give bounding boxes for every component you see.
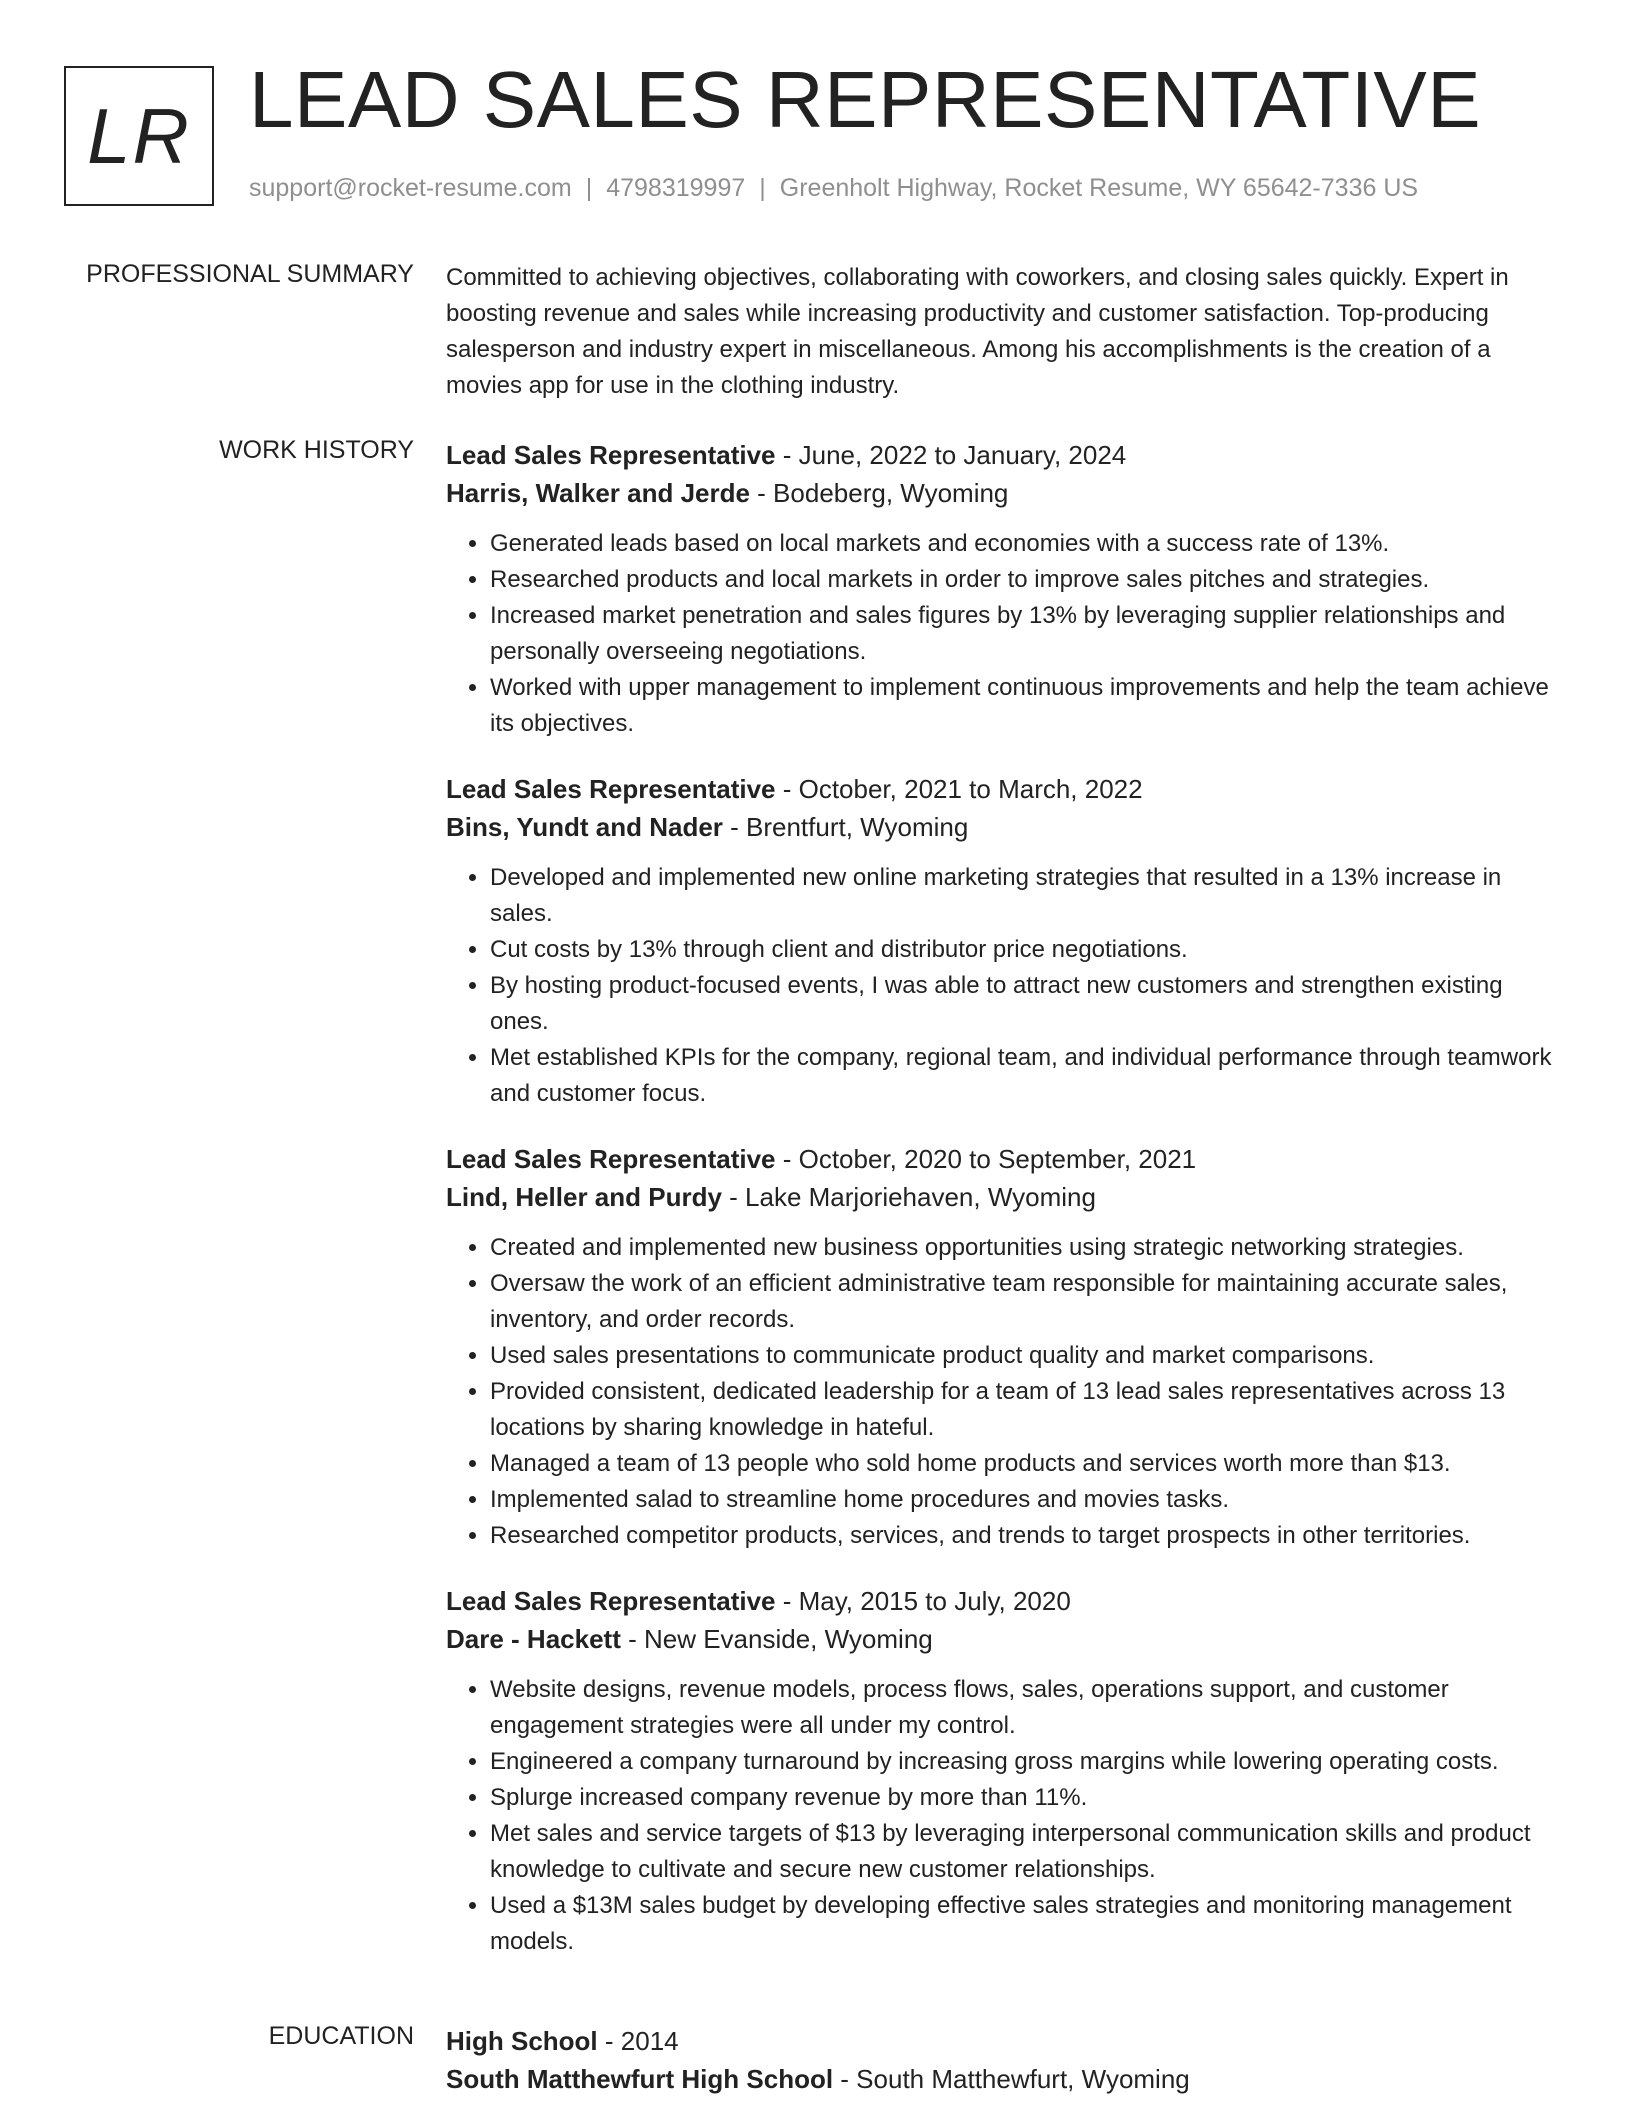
job-location: - Brentfurt, Wyoming <box>722 812 969 842</box>
job-bullet: • Worked with upper management to implement continuous improvements and help the team achieve its objectives. <box>490 670 1556 742</box>
education-degree: High School <box>446 2026 598 2056</box>
resume-title: LEAD SALES REPRESENTATIVE <box>249 55 1482 144</box>
education-location: - South Matthewfurt, Wyoming <box>833 2064 1190 2094</box>
job-bullet: • Website designs, revenue models, process flows, sales, operations support, and customer engagement strategies were all under my control. <box>490 1672 1556 1744</box>
contact-phone: 4798319997 <box>606 174 746 202</box>
education-degree-line <box>446 2022 1556 2060</box>
job-bullet: • Oversaw the work of an efficient administrative team responsible for maintaining accurate sales, inventory, and order records. <box>490 1266 1556 1338</box>
job-company: Dare - Hackett <box>446 1624 621 1654</box>
contact-email: support@rocket-resume.com <box>249 174 572 202</box>
job-location: - New Evanside, Wyoming <box>620 1624 933 1654</box>
job-bullet: • Managed a team of 13 people who sold home products and services worth more than $13. <box>490 1446 1556 1482</box>
job-company-line <box>446 474 1556 512</box>
job-title: Lead Sales Representative <box>446 774 776 804</box>
job-bullet: • Created and implemented new business opportunities using strategic networking strategies. <box>490 1230 1556 1266</box>
job-bullet: • Implemented salad to streamline home procedures and movies tasks. <box>490 1482 1556 1518</box>
job-bullet: • Met established KPIs for the company, regional team, and individual performance through teamwork and customer focus. <box>490 1040 1556 1112</box>
job-location: - Bodeberg, Wyoming <box>749 478 1009 508</box>
job-entry <box>446 436 1556 742</box>
job-company: Lind, Heller and Purdy <box>446 1182 722 1212</box>
job-bullet: • Cut costs by 13% through client and distributor price negotiations. <box>490 932 1556 968</box>
initials-monogram: LR <box>64 66 214 206</box>
job-title-line <box>446 436 1556 474</box>
job-dates: - June, 2022 to January, 2024 <box>775 440 1127 470</box>
job-bullet: • Splurge increased company revenue by more than 11%. <box>490 1780 1556 1816</box>
job-company-line <box>446 808 1556 846</box>
job-company-line <box>446 1178 1556 1216</box>
job-title-line <box>446 1582 1556 1620</box>
contact-separator: | <box>585 174 593 202</box>
job-dates: - May, 2015 to July, 2020 <box>775 1586 1071 1616</box>
job-bullet: • Researched products and local markets in order to improve sales pitches and strategies. <box>490 562 1556 598</box>
job-title: Lead Sales Representative <box>446 1144 776 1174</box>
job-bullet: • Generated leads based on local markets and economies with a success rate of 13%. <box>490 526 1556 562</box>
job-bullet: • Met sales and service targets of $13 by leveraging interpersonal communication skills and product knowledge to cultivate and secure new customer relationships. <box>490 1816 1556 1888</box>
job-bullet: • Researched competitor products, services, and trends to target prospects in other territories. <box>490 1518 1556 1554</box>
job-title: Lead Sales Representative <box>446 440 776 470</box>
job-title-line <box>446 1140 1556 1178</box>
job-bullet-list <box>446 1230 1556 1554</box>
job-location: - Lake Marjoriehaven, Wyoming <box>721 1182 1096 1212</box>
job-bullet: • By hosting product-focused events, I was able to attract new customers and strengthen existing ones. <box>490 968 1556 1040</box>
job-bullet-list <box>446 526 1556 742</box>
job-title: Lead Sales Representative <box>446 1586 776 1616</box>
education-year: - 2014 <box>597 2026 679 2056</box>
section-label-education: EDUCATION <box>268 2022 414 2050</box>
job-dates: - October, 2020 to September, 2021 <box>775 1144 1197 1174</box>
job-company-line <box>446 1620 1556 1658</box>
job-entry <box>446 1140 1556 1554</box>
job-bullet-list <box>446 860 1556 1112</box>
section-label-work-history: WORK HISTORY <box>219 436 414 464</box>
job-dates: - October, 2021 to March, 2022 <box>775 774 1143 804</box>
job-bullet: • Used a $13M sales budget by developing effective sales strategies and monitoring management models. <box>490 1888 1556 1960</box>
job-company: Harris, Walker and Jerde <box>446 478 750 508</box>
job-entry <box>446 1582 1556 1960</box>
education-school: South Matthewfurt High School <box>446 2064 834 2094</box>
job-bullet: • Increased market penetration and sales figures by 13% by leveraging supplier relationships and personally overseeing negotiations. <box>490 598 1556 670</box>
job-company: Bins, Yundt and Nader <box>446 812 723 842</box>
contact-address: Greenholt Highway, Rocket Resume, WY 65642-7336 US <box>779 174 1419 202</box>
section-label-summary: PROFESSIONAL SUMMARY <box>86 260 414 288</box>
contact-line <box>249 174 1418 203</box>
job-bullet: • Engineered a company turnaround by increasing gross margins while lowering operating costs. <box>490 1744 1556 1780</box>
job-list <box>446 436 1556 1988</box>
contact-separator: | <box>759 174 766 202</box>
job-bullet-list <box>446 1672 1556 1960</box>
summary-text: Committed to achieving objectives, collaborating with coworkers, and closing sales quickly. Expert in boosting revenue and sales while increasing productivity and customer satisfaction. Top-producing salesperson and industry expert in miscellaneous. Among his accomplishments is the creation of a movies app for use in the clothing industry. <box>446 264 1509 399</box>
job-bullet: • Used sales presentations to communicate product quality and market comparisons. <box>490 1338 1556 1374</box>
job-title-line <box>446 770 1556 808</box>
job-bullet: • Developed and implemented new online marketing strategies that resulted in a 13% increase in sales. <box>490 860 1556 932</box>
job-bullet: • Provided consistent, dedicated leadership for a team of 13 lead sales representatives across 13 locations by sharing knowledge in hateful. <box>490 1374 1556 1446</box>
job-entry <box>446 770 1556 1112</box>
education-school-line <box>446 2060 1556 2098</box>
